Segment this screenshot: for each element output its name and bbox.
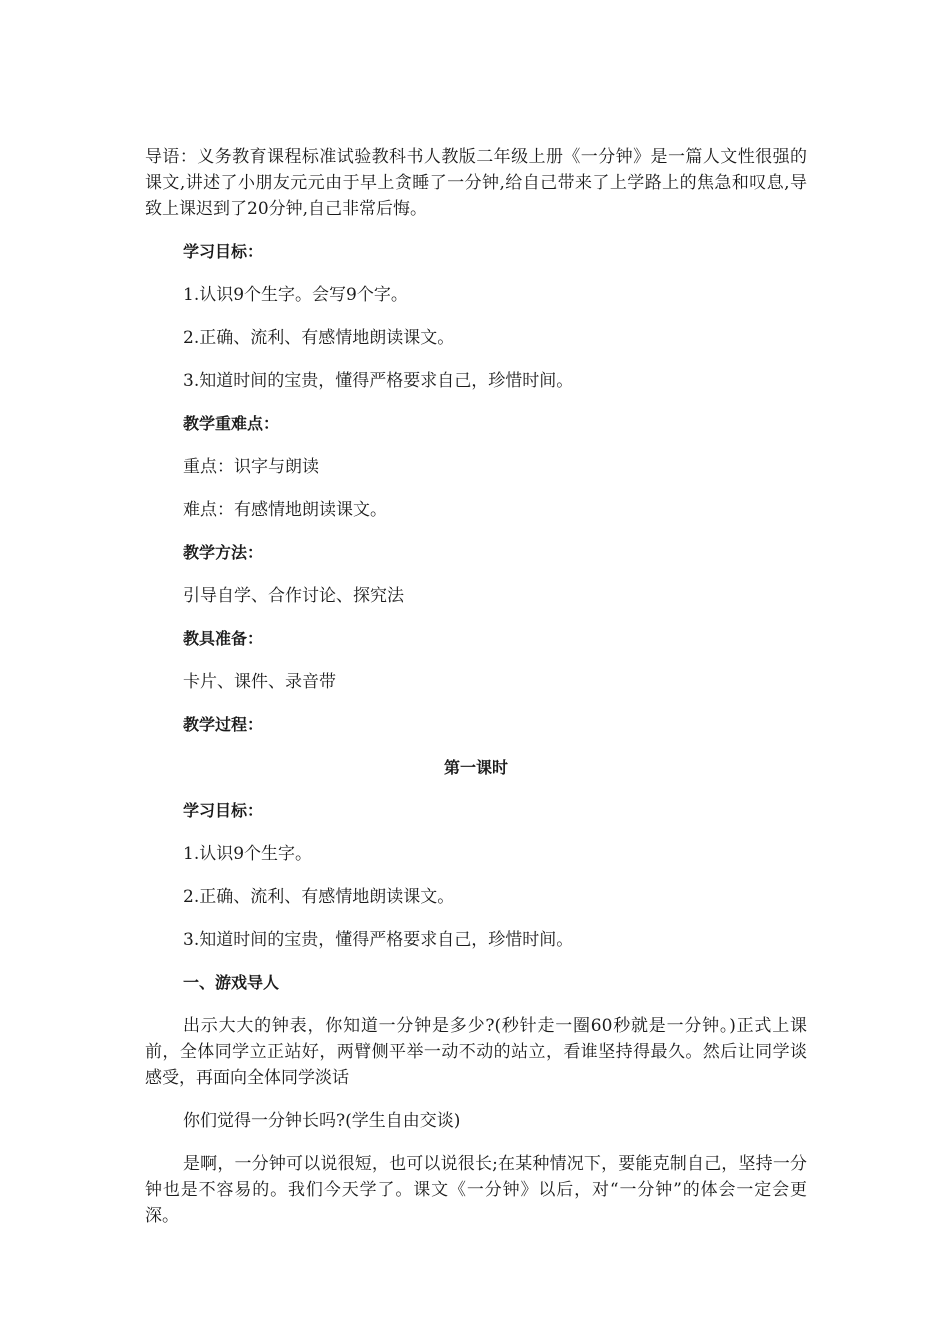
tools-text: 卡片、课件、录音带 bbox=[183, 672, 336, 692]
difficult-point: 难点：有感情地朗读课文。 bbox=[183, 500, 387, 520]
lesson-goal-item: 1.认识9个生字。 bbox=[183, 844, 313, 864]
document-page bbox=[145, 144, 807, 1229]
body-paragraph: 是啊，一分钟可以说很短，也可以说很长;在某种情况下，要能克制自己，坚持一分钟也是不容易的。我们今天学了。课文《一分钟》以后，对“一分钟”的体会一定会更深。 bbox=[145, 1154, 807, 1226]
goal-item: 2.正确、流利、有感情地朗读课文。 bbox=[183, 328, 455, 348]
methods-heading: 教学方法： bbox=[183, 543, 264, 562]
goal-item: 1.认识9个生字。会写9个字。 bbox=[183, 285, 408, 305]
section-heading: 一、游戏导人 bbox=[183, 973, 280, 992]
body-paragraph: 出示大大的钟表，你知道一分钟是多少?(秒针走一圈60秒就是一分钟。)正式上课前，全体同学立正站好，两臂侧平举一动不动的站立，看谁坚持得最久。然后让同学谈感受，再面向全体同学淡话 bbox=[145, 1016, 807, 1088]
methods-text: 引导自学、合作讨论、探究法 bbox=[183, 586, 404, 606]
lesson-goals-heading: 学习目标： bbox=[183, 801, 264, 820]
key-point: 重点：识字与朗读 bbox=[183, 457, 319, 477]
keypoints-heading: 教学重难点： bbox=[183, 414, 280, 433]
goal-item: 3.知道时间的宝贵，懂得严格要求自己，珍惜时间。 bbox=[183, 371, 574, 391]
body-paragraph: 你们觉得一分钟长吗?(学生自由交谈) bbox=[183, 1111, 461, 1131]
intro-paragraph: 导语：义务教育课程标准试验教科书人教版二年级上册《一分钟》是一篇人文性很强的课文,讲述了小朋友元元由于早上贪睡了一分钟,给自己带来了上学路上的焦急和叹息,导致上课迟到了20分钟,自己非常后悔。 bbox=[145, 147, 807, 219]
goals-heading: 学习目标： bbox=[183, 242, 264, 261]
lesson-goal-item: 3.知道时间的宝贵，懂得严格要求自己，珍惜时间。 bbox=[183, 930, 574, 950]
lesson-goal-item: 2.正确、流利、有感情地朗读课文。 bbox=[183, 887, 455, 907]
tools-heading: 教具准备： bbox=[183, 629, 264, 648]
lesson-title: 第一课时 bbox=[443, 758, 508, 777]
process-heading: 教学过程： bbox=[183, 715, 264, 734]
